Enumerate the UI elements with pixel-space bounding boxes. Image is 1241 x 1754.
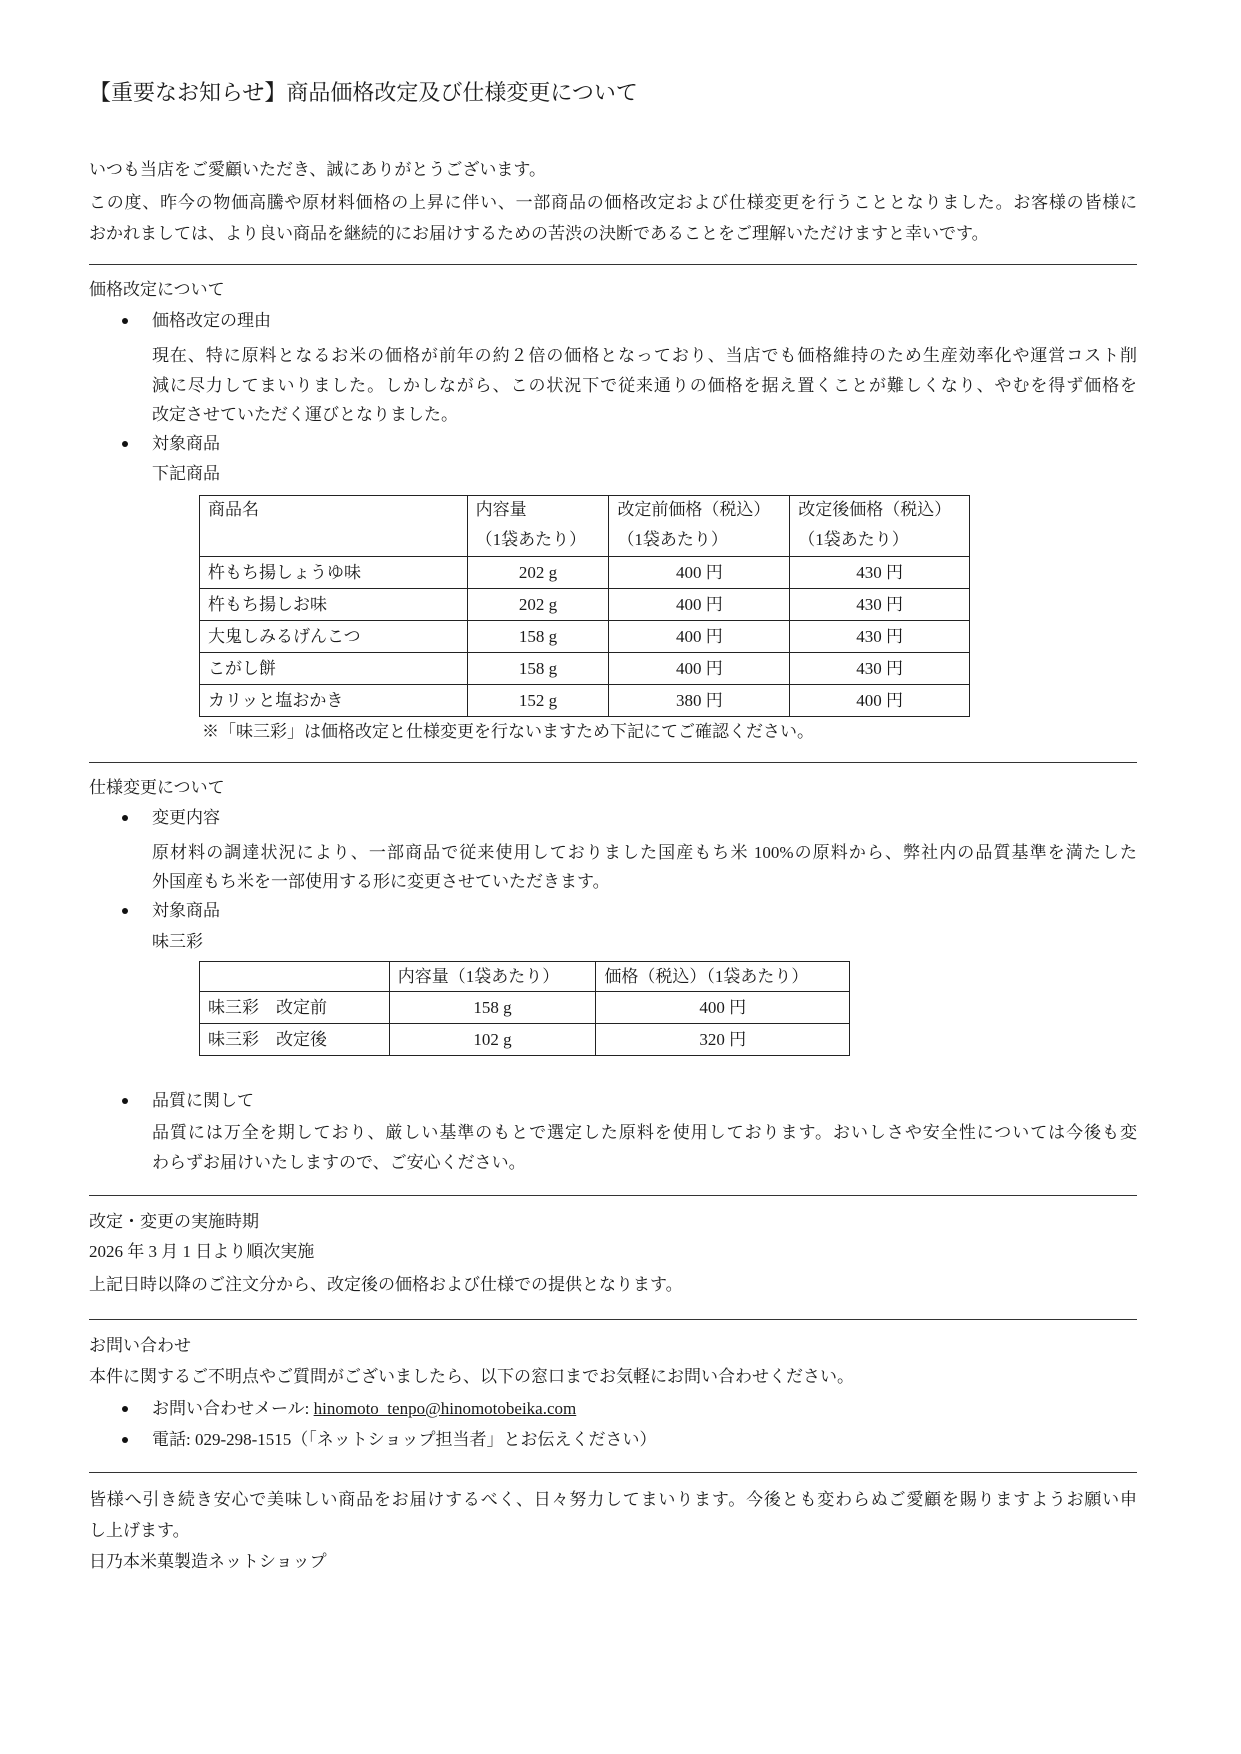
value-cell: 320 円: [596, 1024, 850, 1056]
quality-line: わらずお届けいたしますので、ご安心ください。: [152, 1153, 526, 1172]
contact-mail: [152, 1397, 576, 1421]
value-cell: 158 g: [467, 621, 609, 653]
change-line: 外国産もち米を一部使用する形に変更させていただきます。: [152, 872, 610, 891]
reason-line: 改定させていただく運びとなりました。: [152, 405, 458, 424]
subheading: 変更内容: [152, 808, 220, 827]
header-cell: 商品名: [200, 496, 468, 557]
section-heading-schedule: 改定・変更の実施時期: [89, 1212, 259, 1231]
header-cell: 改定後価格（税込） （1袋あたり）: [790, 496, 970, 557]
header-cell: 内容量（1袋あたり）: [389, 962, 596, 992]
bullet-icon: [122, 815, 128, 821]
table-row: [200, 589, 970, 621]
section-heading-price: 価格改定について: [89, 280, 225, 299]
bullet-icon: [122, 1437, 128, 1443]
mail-link[interactable]: hinomoto_tenpo@hinomotobeika.com: [313, 1399, 577, 1418]
subheading: 対象商品: [152, 901, 220, 920]
reason-line: 現在、特に原料となるお米の価格が前年の約２倍の価格となっており、当店でも価格維持のため生産効率化や運営コスト削: [152, 346, 1137, 365]
bullet-icon: [122, 1098, 128, 1104]
intro-line: この度、昨今の物価高騰や原材料価格の上昇に伴い、一部商品の価格改定および仕様変更を行うこととなりました。お客様の皆様に: [89, 193, 1137, 212]
divider: [89, 1319, 1137, 1320]
table-header-row: [200, 962, 850, 992]
closing-line: 皆様へ引き続き安心で美味しい商品をお届けするべく、日々努力してまいります。今後とも変わらぬご愛顧を賜りますようお願い申: [89, 1490, 1137, 1509]
contact-tel: 電話: 029-298-1515（「ネットショップ担当者」とお伝えください）: [152, 1430, 657, 1449]
intro-line: いつも当店をご愛顧いただき、誠にありがとうございます。: [89, 160, 546, 179]
value-cell: 380 円: [609, 685, 790, 717]
value-cell: 400 円: [609, 621, 790, 653]
product-name-cell: 味三彩 改定前: [200, 992, 390, 1024]
change-line: 原材料の調達状況により、一部商品で従来使用しておりました国産もち米 100%の原料から、弊社内の品質基準を満たした: [152, 843, 1137, 862]
subheading: 品質に関して: [152, 1091, 254, 1110]
subheading: 対象商品: [152, 434, 220, 453]
reason-line: 減に尽力してまいりました。しかしながら、この状況下で従来通りの価格を据え置くことが難しくなり、やむを得ず価格を: [152, 376, 1137, 395]
table-row: [200, 557, 970, 589]
value-cell: 400 円: [609, 653, 790, 685]
header-cell: [200, 962, 390, 992]
table-row: [200, 685, 970, 717]
bullet-icon: [122, 441, 128, 447]
section-heading-contact: お問い合わせ: [89, 1336, 191, 1355]
table-note: ※「味三彩」は価格改定と仕様変更を行ないますため下記にてご確認ください。: [202, 722, 814, 741]
price-table: [199, 495, 970, 717]
product-name-cell: カリッと塩おかき: [200, 685, 468, 717]
header-cell: 改定前価格（税込） （1袋あたり）: [609, 496, 790, 557]
value-cell: 158 g: [467, 653, 609, 685]
value-cell: 400 円: [609, 557, 790, 589]
value-cell: 430 円: [790, 653, 970, 685]
contact-intro: 本件に関するご不明点やご質問がございましたら、以下の窓口までお気軽にお問い合わせください。: [89, 1367, 854, 1386]
schedule-detail: 上記日時以降のご注文分から、改定後の価格および仕様での提供となります。: [89, 1275, 683, 1294]
mail-label: お問い合わせメール:: [152, 1399, 314, 1418]
table-row: [200, 1024, 850, 1056]
product-name-cell: 杵もち揚しょうゆ味: [200, 557, 468, 589]
divider: [89, 1472, 1137, 1473]
value-cell: 400 円: [596, 992, 850, 1024]
value-cell: 202 g: [467, 557, 609, 589]
value-cell: 158 g: [389, 992, 596, 1024]
table-row: [200, 621, 970, 653]
page-title: 【重要なお知らせ】商品価格改定及び仕様変更について: [89, 80, 638, 105]
section-heading-spec: 仕様変更について: [89, 778, 225, 797]
bullet-icon: [122, 318, 128, 324]
target-sub: 下記商品: [152, 464, 220, 483]
value-cell: 430 円: [790, 621, 970, 653]
intro-line: おかれましては、より良い商品を継続的にお届けするための苦渋の決断であることをご理解いただけますと幸いです。: [89, 224, 989, 243]
product-name-cell: 大鬼しみるげんこつ: [200, 621, 468, 653]
value-cell: 400 円: [790, 685, 970, 717]
table-row: [200, 992, 850, 1024]
quality-line: 品質には万全を期しており、厳しい基準のもとで選定した原料を使用しております。おいしさや安全性については今後も変: [152, 1123, 1137, 1142]
divider: [89, 264, 1137, 265]
value-cell: 152 g: [467, 685, 609, 717]
value-cell: 430 円: [790, 557, 970, 589]
spec-table: [199, 961, 850, 1056]
product-name-cell: 杵もち揚しお味: [200, 589, 468, 621]
header-cell: 価格（税込）（1袋あたり）: [596, 962, 850, 992]
signature: 日乃本米菓製造ネットショップ: [89, 1552, 327, 1571]
closing-line: し上げます。: [89, 1521, 190, 1540]
value-cell: 202 g: [467, 589, 609, 621]
target-sub: 味三彩: [152, 932, 203, 951]
subheading: 価格改定の理由: [152, 311, 271, 330]
schedule-date: 2026 年 3 月 1 日より順次実施: [89, 1242, 315, 1261]
value-cell: 102 g: [389, 1024, 596, 1056]
divider: [89, 1195, 1137, 1196]
bullet-icon: [122, 908, 128, 914]
header-cell: 内容量 （1袋あたり）: [467, 496, 609, 557]
value-cell: 430 円: [790, 589, 970, 621]
table-header-row: [200, 496, 970, 557]
divider: [89, 762, 1137, 763]
bullet-icon: [122, 1406, 128, 1412]
table-row: [200, 653, 970, 685]
product-name-cell: 味三彩 改定後: [200, 1024, 390, 1056]
value-cell: 400 円: [609, 589, 790, 621]
product-name-cell: こがし餅: [200, 653, 468, 685]
